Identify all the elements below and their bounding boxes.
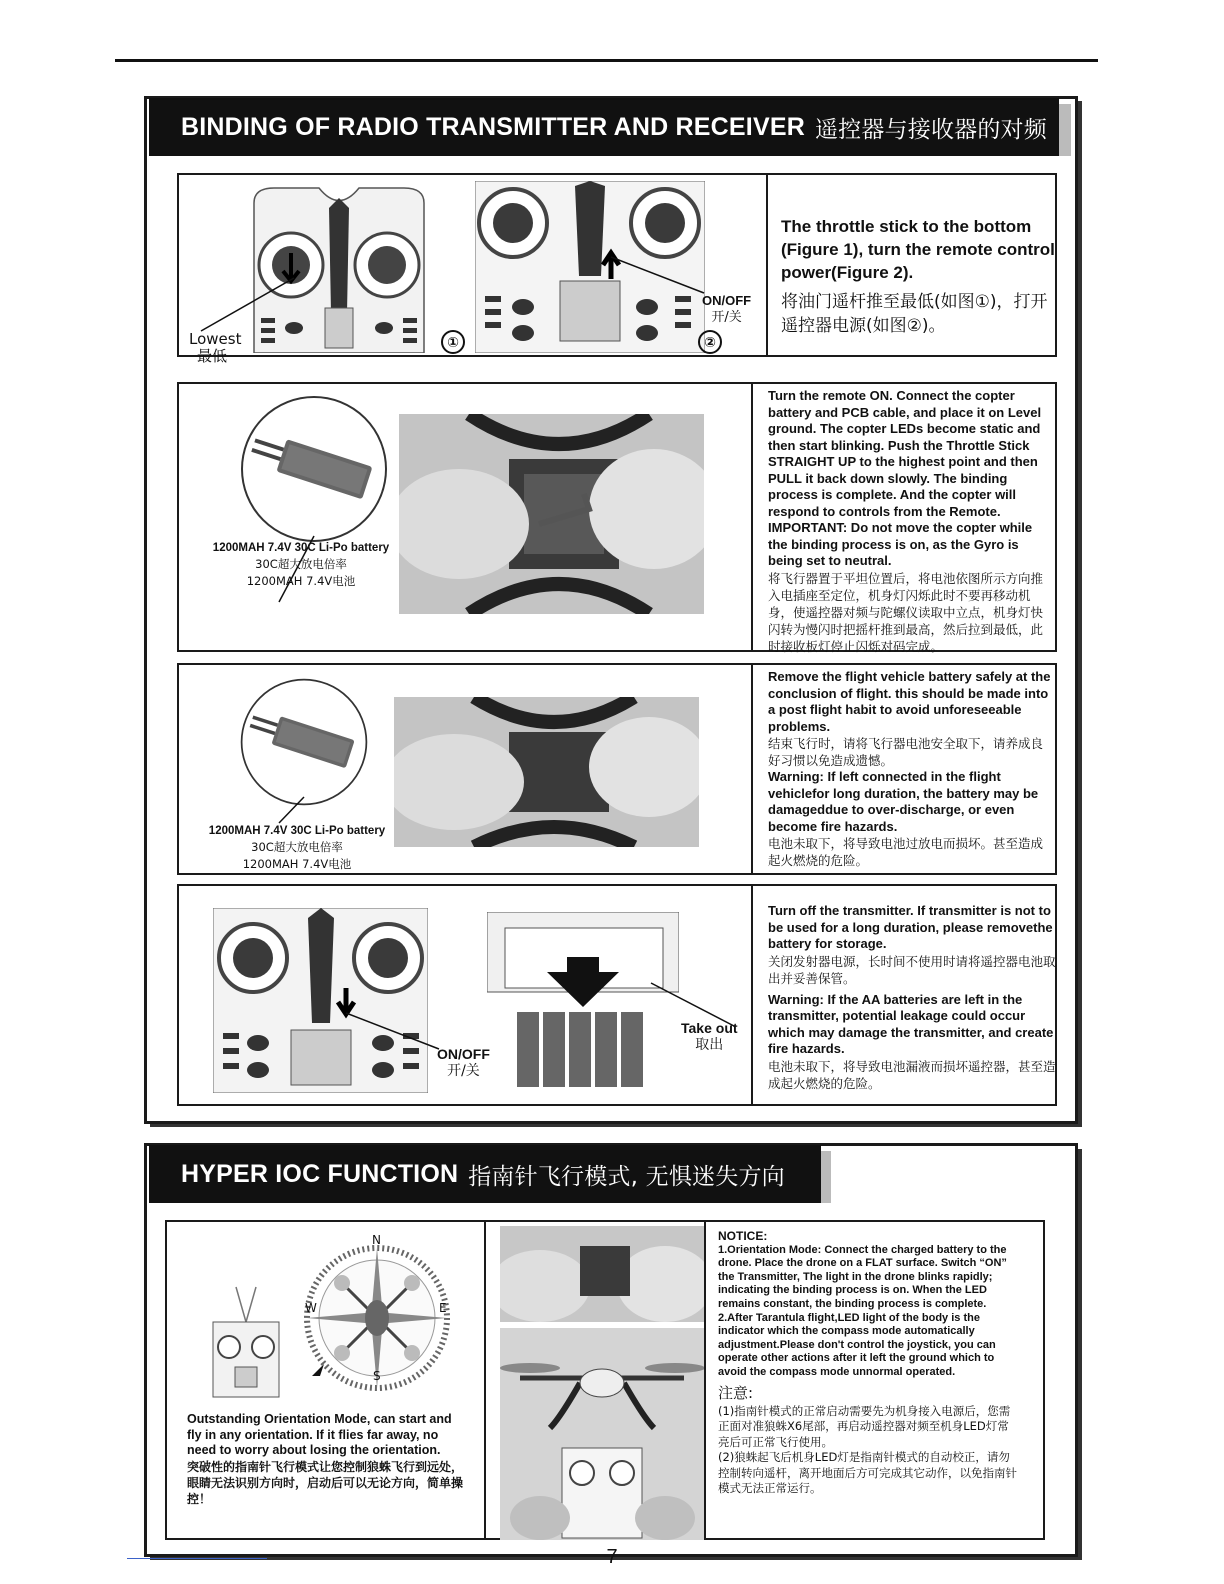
battery-spec-label-2: 1200MAH 7.4V 30C Li-Po battery 30C超大放电倍率 1200MAH 7.4V电池	[208, 825, 386, 871]
page-number: 7	[606, 1546, 618, 1568]
figure-1-marker: ①	[441, 330, 465, 354]
hyper-ioc-content	[165, 1220, 1045, 1540]
footer-link-line	[127, 1558, 267, 1559]
drone-takeoff-photo	[500, 1328, 704, 1540]
battery-connect-photo	[399, 414, 704, 614]
hyper-ioc-title-cn: 指南针飞行模式, 无惧迷失方向	[468, 1163, 785, 1190]
onoff-label-2: ON/OFF 开/关	[437, 1046, 490, 1079]
small-transmitter-icon	[211, 1282, 281, 1402]
binding-step-1	[177, 173, 1057, 365]
compass-west: W	[305, 1301, 317, 1315]
binding-title: BINDING OF RADIO TRANSMITTER AND RECEIVER	[181, 112, 805, 141]
step-2-instructions: Turn the remote ON. Connect the copter battery and PCB cable, and place it on Level ground. The copter LEDs become static and then start blinking. Push the Throttle Stick STRAIGHT UP to the highest point and then PULL it back down slowly. The binding process is complete. And the copter will respond to controls from the Remote. IMPORTANT: Do not move the copter while the binding process is on, as the Gyro is being set to neutral. 将飞行器置于平坦位置后，将电池依图所示方向推入电插座至定位，机身灯闪烁此时不要再移动机身，使遥控器对频与陀螺仪读取中立点，机身灯快闪转为慢闪时把摇杆推到最高，然后拉到最低，此时接收板灯停止闪烁对码完成。	[768, 388, 1044, 654]
step-4-instructions: Turn off the transmitter. If transmitter is not to be used for a long duration, please removethe battery for storage. 关闭发射器电源，长时间不使用时请将遥控器电池取出并妥善保管。 Warning: If the AA batteries are left in the transmitter, potential leakage could occur which may damage the transmitter, and create fire hazards. 电池未取下，将导致电池漏液而损坏遥控器，甚至造成起火燃烧的危险。	[768, 903, 1056, 1091]
lipo-battery-icon-2	[239, 677, 369, 807]
binding-step-2	[177, 382, 1057, 652]
binding-step-3	[177, 663, 1057, 875]
direction-arrow-icon	[310, 1362, 326, 1378]
binding-step-4	[177, 884, 1057, 1106]
step-3-instructions: Remove the flight vehicle battery safely at the conclusion of flight. this should be made into a post flight habit to avoid unforeseeable problems. 结束飞行时，请将飞行器电池安全取下，请养成良好习惯以免造成遗憾。 Warning: If left connected in the flight vehiclefor long duration, the battery may be damageddue to over-discharge, or even become fire hazards. 电池未取下，将导致电池过放电而损坏。甚至造成起火燃烧的危险。	[768, 669, 1051, 868]
compass-north: N	[372, 1233, 381, 1247]
hand-drone-photo	[500, 1226, 704, 1322]
binding-title-cn: 遥控器与接收器的对频	[814, 116, 1047, 143]
orientation-mode-description: Outstanding Orientation Mode, can start and fly in any orientation. If it flies far away, no need to worry about losing the orientation. 突破性的指南针飞行模式让您控制狼蛛飞行到远处，眼睛无法识别方向时，启动后可以无论方向，简单操控！	[187, 1412, 464, 1506]
onoff-label-1: ON/OFF 开/关	[702, 293, 752, 325]
lipo-battery-icon	[239, 394, 389, 544]
hyper-ioc-title: HYPER IOC FUNCTION	[181, 1159, 459, 1188]
top-rule	[115, 59, 1098, 62]
lowest-label: Lowest 最低	[189, 330, 242, 365]
figure-2-marker: ②	[698, 330, 722, 354]
takeout-label: Take out 取出	[681, 1020, 738, 1053]
compass-east: E	[439, 1301, 447, 1315]
binding-section-header	[149, 98, 1059, 156]
notice-block: NOTICE: 1.Orientation Mode: Connect the charged battery to the drone. Place the drone on a FLAT surface. Switch “ON” the Transmitter, The light in the drone blinks rapidly; indicating the binding process is on. When the LED remains constant, the binding process is complete. 2.After Tarantula flight,LED light of the body is the indicator which the compass mode automatically adjustment.Please don't control the joystick, you can operate other actions after it left the ground which to avoid the compass mode unnormal operated. 注意: (1)指南针模式的正常启动需要先为机身接入电源后，您需正面对准狼蛛X6尾部，再启动遥控器对频至机身LED灯常亮后可正常飞行使用。 (2)狼蛛起飞后机身LED灯是指南针模式的自动校正，请勿控制转向遥杆，离开地面后方可完成其它动作，以免指南针模式无法正常运行。	[718, 1229, 1017, 1496]
battery-remove-photo	[394, 697, 699, 847]
compass-south: S	[373, 1369, 381, 1383]
notice-title: NOTICE:	[718, 1229, 768, 1243]
hyper-ioc-section-header	[149, 1145, 821, 1203]
battery-spec-label: 1200MAH 7.4V 30C Li-Po battery 30C超大放电倍率 1200MAH 7.4V电池	[212, 542, 390, 588]
step-1-instructions: The throttle stick to the bottom (Figure 1), turn the remote control power(Figure 2). 将油门遥杆推至最低(如图①)，打开遥控器电源(如图②)。	[781, 217, 1055, 336]
transmitter-power-off-illustration	[213, 908, 428, 1093]
